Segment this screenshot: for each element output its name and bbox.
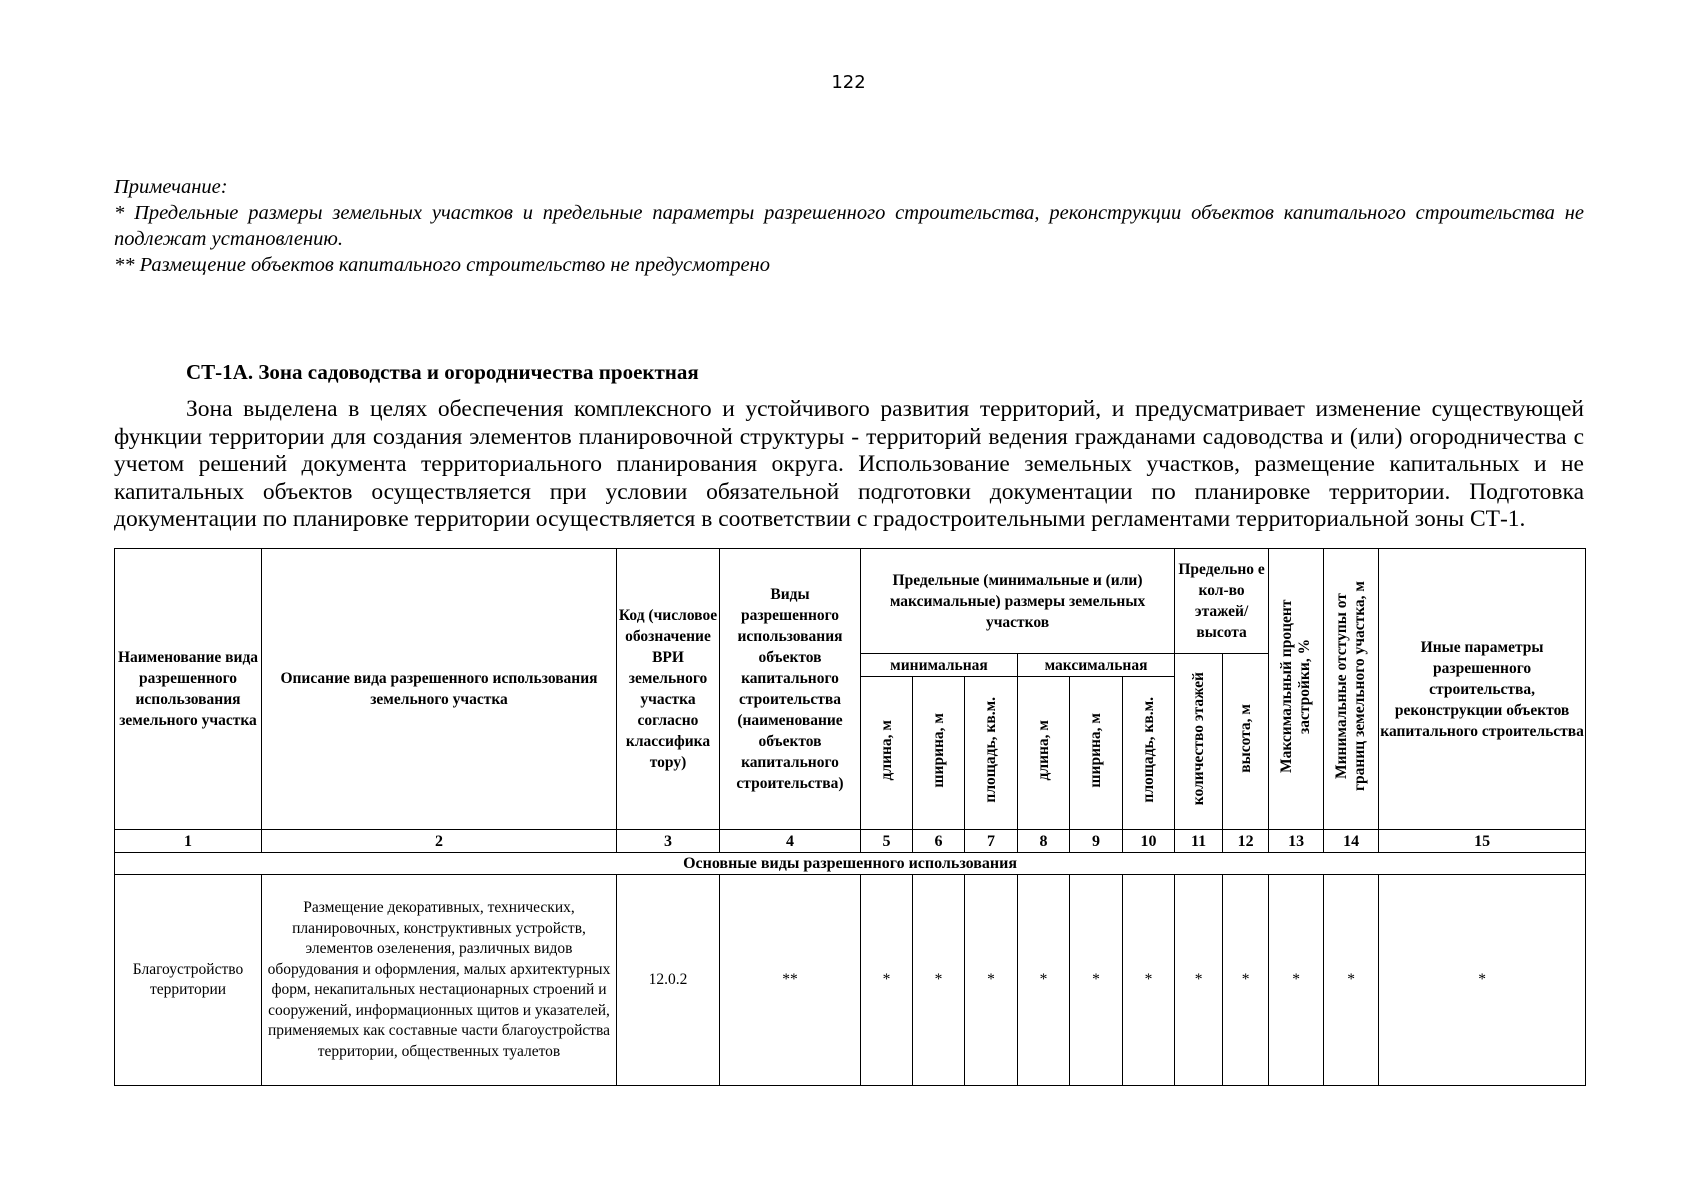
column-number: 8 [1018,830,1070,853]
value-cell: * [1379,875,1586,1086]
group-row [115,853,1586,875]
header-min: минимальная [861,654,1018,677]
table-row [115,875,1586,1086]
header-floor-count-label: количество этажей [1189,671,1207,806]
note-2: ** Размещение объектов капитального строительство не предусмотрено [114,254,771,276]
page-number: 122 [831,72,866,93]
value-cell: * [1175,875,1223,1086]
note-1: * Предельные размеры земельных участков и предельные параметры разрешенного строительства, реконструкции объектов капитального строительства не подлежат установлению. [114,202,1584,250]
header-max-length [1018,677,1070,830]
column-number: 4 [720,830,861,853]
column-number: 2 [262,830,617,853]
vri-description: Размещение декоративных, технических, планировочных, конструктивных устройств, элементов озеленения, различных видов оборудования и оформления, малых архитектурных форм, некапитальных нестационарных строений и сооружений, информационных щитов и указателей, применяемых как составные части благоустройства территории, общественных туалетов [262,875,617,1086]
column-number: 15 [1379,830,1586,853]
header-min-area-label: площадь, кв.м. [982,697,1000,803]
header-oks-types: Виды разрешенного использования объектов капитального строительства (наименование объектов капитального строительства) [720,549,861,830]
header-max-area [1123,677,1175,830]
header-max-percent-label: Максимальный процент застройки, % [1278,599,1314,773]
vri-name: Благоустройство территории [115,875,262,1086]
column-number: 10 [1123,830,1175,853]
value-cell: * [1123,875,1175,1086]
header-height [1223,654,1269,830]
header-vri-code: Код (числовое обозначение ВРИ земельного участка согласно классифика тору) [617,549,720,830]
column-number-row [115,830,1586,853]
value-cell: * [1269,875,1324,1086]
column-number: 5 [861,830,913,853]
header-min-width [913,677,965,830]
column-number: 3 [617,830,720,853]
value-cell: * [1223,875,1269,1086]
column-number: 9 [1070,830,1123,853]
header-min-area [965,677,1018,830]
value-cell: * [1070,875,1123,1086]
column-number: 6 [913,830,965,853]
group-title: Основные виды разрешенного использования [115,853,1586,875]
column-number: 7 [965,830,1018,853]
regulation-table [114,548,1586,1086]
header-min-length-label: длина, м [877,719,895,781]
notes [114,174,1584,278]
value-cell: * [1018,875,1070,1086]
header-min-length [861,677,913,830]
section-intro: Зона выделена в целях обеспечения комплексного и устойчивого развития территорий, и предусматривает изменение существующей функции территории для создания элементов планировочной структуры - территорий ведения гражданами садоводства и (или) огородничества с учетом решений документа территориального планирования округа. Использование земельных участков, размещение капитальных и не капитальных объектов осуществляется при условии обязательной подготовки документации по планировке территории. Подготовка документации по планировке территории осуществляется в соответствии с градостроительными регламентами территориальной зоны СТ-1. [114,396,1584,532]
header-min-width-label: ширина, м [929,712,947,788]
column-number: 1 [115,830,262,853]
value-cell: * [965,875,1018,1086]
header-max: максимальная [1018,654,1175,677]
column-number: 14 [1324,830,1379,853]
column-number: 12 [1223,830,1269,853]
vri-code: 12.0.2 [617,875,720,1086]
header-plot-limits: Предельные (минимальные и (или) максимальные) размеры земельных участков [861,549,1175,654]
header-min-offsets [1324,549,1379,830]
column-number: 13 [1269,830,1324,853]
header-max-percent [1269,549,1324,830]
value-cell: * [913,875,965,1086]
header-max-width-label: ширина, м [1087,712,1105,788]
value-cell: * [1324,875,1379,1086]
header-max-width [1070,677,1123,830]
header-floors-group: Предельно е кол-во этажей/ высота [1175,549,1269,654]
header-other-params: Иные параметры разрешенного строительства, реконструкции объектов капитального строительства [1379,549,1586,830]
notes-label: Примечание: [114,176,228,198]
column-number: 11 [1175,830,1223,853]
header-max-area-label: площадь, кв.м. [1139,697,1157,803]
header-height-label: высота, м [1236,704,1254,773]
header-min-offsets-label: Минимальные отступы от границ земельного участка, м [1333,581,1369,791]
header-floor-count [1175,654,1223,830]
value-cell: * [861,875,913,1086]
header-vri-name: Наименование вида разрешенного использования земельного участка [115,549,262,830]
oks-types: ** [720,875,861,1086]
header-vri-description: Описание вида разрешенного использования земельного участка [262,549,617,830]
section-title: СТ-1А. Зона садоводства и огородничества проектная [186,360,699,384]
header-max-length-label: длина, м [1034,719,1052,781]
